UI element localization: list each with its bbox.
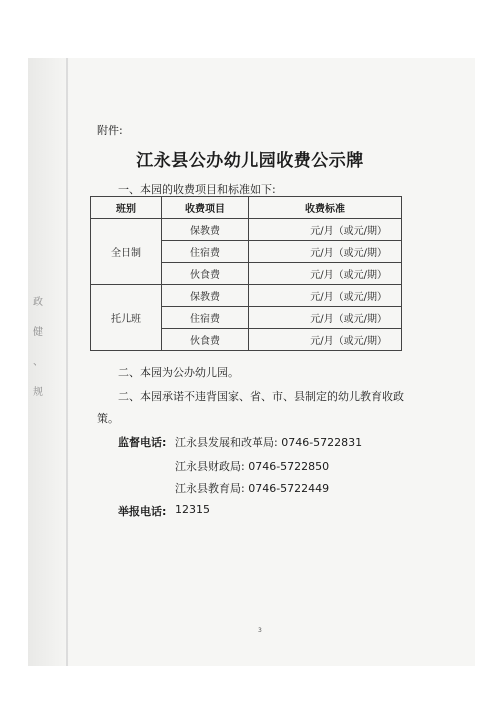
section-3-text-line1: 二、本园承诺不违背国家、省、市、县制定的幼儿教育收政 <box>118 390 404 403</box>
margin-mark: 健 <box>33 327 43 338</box>
fee-table <box>90 196 402 351</box>
standard-cell: 元/月（或元/期） <box>249 285 402 307</box>
header-item: 收费项目 <box>162 197 249 219</box>
item-cell: 住宿费 <box>162 307 249 329</box>
section-3-text-line2: 策。 <box>97 412 119 425</box>
section-1-heading: 一、本园的收费项目和标准如下: <box>118 183 276 196</box>
class-name-cell: 全日制 <box>91 219 162 285</box>
report-phone: 12315 <box>175 503 210 516</box>
item-cell: 伙食费 <box>162 263 249 285</box>
header-standard: 收费标准 <box>249 197 402 219</box>
table-row <box>91 285 402 307</box>
supervision-phone: 江永县教育局: 0746-5722449 <box>175 482 330 495</box>
supervision-phone: 江永县发展和改革局: 0746-5722831 <box>175 436 363 449</box>
report-label: 举报电话: <box>118 505 167 518</box>
table-row <box>91 219 402 241</box>
standard-cell: 元/月（或元/期） <box>249 307 402 329</box>
standard-cell: 元/月（或元/期） <box>249 219 402 241</box>
header-class: 班别 <box>91 197 162 219</box>
class-name-cell: 托儿班 <box>91 285 162 351</box>
supervision-phone: 江永县财政局: 0746-5722850 <box>175 460 330 473</box>
item-cell: 住宿费 <box>162 241 249 263</box>
bleed-through-marks <box>33 295 43 415</box>
standard-cell: 元/月（或元/期） <box>249 263 402 285</box>
item-cell: 保教费 <box>162 285 249 307</box>
section-2-text: 二、本园为公办幼儿园。 <box>118 366 239 379</box>
margin-mark: 政 <box>33 297 43 308</box>
standard-cell: 元/月（或元/期） <box>249 241 402 263</box>
item-cell: 伙食费 <box>162 329 249 351</box>
table-header-row <box>91 197 402 219</box>
item-cell: 保教费 <box>162 219 249 241</box>
standard-cell: 元/月（或元/期） <box>249 329 402 351</box>
page-number: 3 <box>258 627 262 634</box>
attachment-label: 附件: <box>97 124 123 137</box>
supervision-label: 监督电话: <box>118 436 167 449</box>
margin-mark: 规 <box>33 387 43 398</box>
document-title: 江永县公办幼儿园收费公示牌 <box>136 151 364 171</box>
margin-mark: 、 <box>33 357 43 368</box>
